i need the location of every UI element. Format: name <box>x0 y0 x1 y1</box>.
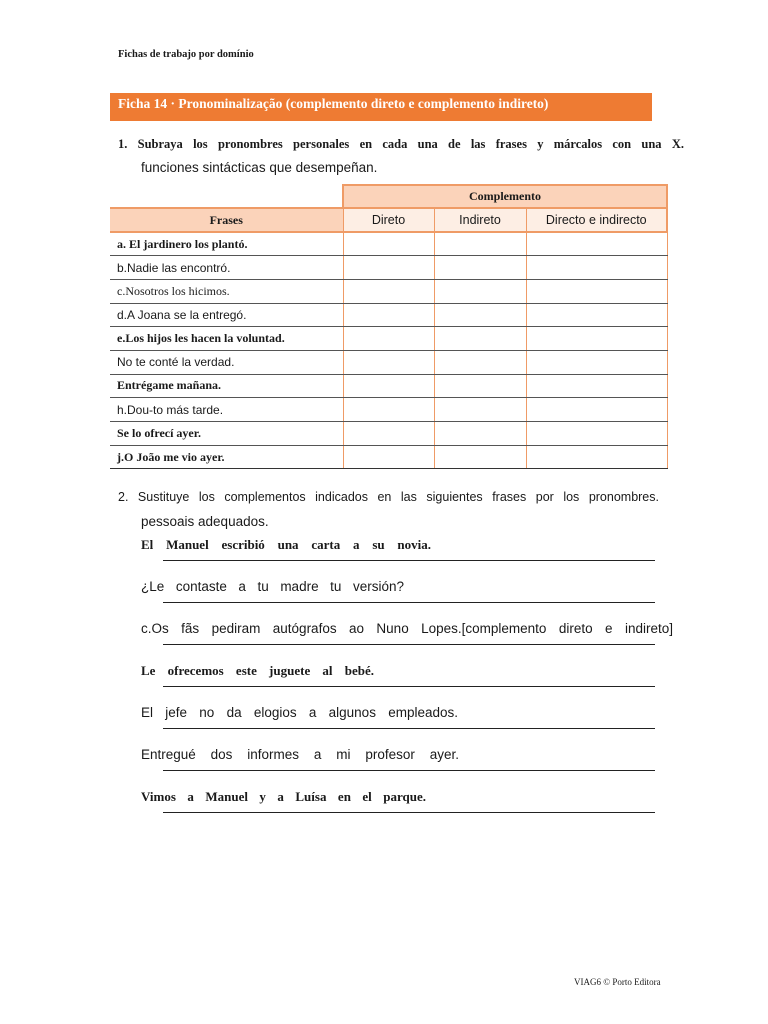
sentence-a: a. El jardinero los plantó. <box>110 232 343 256</box>
indireto-header: Indireto <box>434 208 526 232</box>
exercise-item <box>141 621 673 636</box>
cell-indireto[interactable] <box>434 350 526 374</box>
question-2-instruction-continued: pessoais adequados. <box>141 514 269 529</box>
cell-both[interactable] <box>526 374 667 398</box>
sentence-f: No te conté la verdad. <box>110 350 343 374</box>
cell-indireto[interactable] <box>434 279 526 303</box>
exercise-item <box>141 663 673 679</box>
cell-direto[interactable] <box>343 327 434 351</box>
cell-indireto[interactable] <box>434 232 526 256</box>
table-row <box>110 256 667 280</box>
exercise-item <box>141 705 673 720</box>
table-row <box>110 303 667 327</box>
cell-indireto[interactable] <box>434 327 526 351</box>
cell-direto[interactable] <box>343 256 434 280</box>
table-row <box>110 279 667 303</box>
sentence-c: c.Nosotros los hicimos. <box>110 279 343 303</box>
pronoun-table <box>110 184 668 469</box>
cell-indireto[interactable] <box>434 398 526 422</box>
cell-indireto[interactable] <box>434 445 526 469</box>
answer-line[interactable] <box>163 728 655 729</box>
question-2-instruction: 2. Sustituye los complementos indicados en las siguientes frases por los pronombres. <box>118 490 659 504</box>
cell-both[interactable] <box>526 445 667 469</box>
sentence-d: d.A Joana se la entregó. <box>110 303 343 327</box>
exercise-sentence: ¿Le contaste a tu madre tu versión? <box>141 579 404 594</box>
exercise-sentence: Entregué dos informes a mi profesor ayer. <box>141 747 459 762</box>
sentence-j: j.O João me vio ayer. <box>110 445 343 469</box>
question-1-instruction: 1. Subraya los pronombres personales en cada una de las frases y márcalos con una X. <box>118 137 684 151</box>
exercise-sentence: El Manuel escribió una carta a su novia. <box>141 537 431 552</box>
table-row <box>110 422 667 446</box>
cell-direto[interactable] <box>343 422 434 446</box>
question-1-instruction-continued: funciones sintácticas que desempeñan. <box>141 160 378 175</box>
cell-both[interactable] <box>526 256 667 280</box>
table-corner <box>110 185 343 208</box>
cell-direto[interactable] <box>343 445 434 469</box>
sentence-h: h.Dou-to más tarde. <box>110 398 343 422</box>
table-row <box>110 232 667 256</box>
cell-both[interactable] <box>526 279 667 303</box>
cell-indireto[interactable] <box>434 256 526 280</box>
exercise-item <box>141 789 673 805</box>
page-footer: VIAG6 © Porto Editora <box>574 977 661 987</box>
ficha-title-bar: Ficha 14 · Pronominalização (complemento direto e complemento indireto) <box>110 93 652 121</box>
cell-direto[interactable] <box>343 232 434 256</box>
page-header: Fichas de trabajo por domínio <box>118 49 254 60</box>
cell-direto[interactable] <box>343 350 434 374</box>
cell-indireto[interactable] <box>434 303 526 327</box>
table-row <box>110 445 667 469</box>
answer-line[interactable] <box>163 812 655 813</box>
cell-both[interactable] <box>526 350 667 374</box>
direto-header: Direto <box>343 208 434 232</box>
answer-line[interactable] <box>163 686 655 687</box>
complemento-header: Complemento <box>343 185 667 208</box>
cell-both[interactable] <box>526 422 667 446</box>
answer-line[interactable] <box>163 560 655 561</box>
exercise-sentence: Le ofrecemos este juguete al bebé. <box>141 663 374 678</box>
table-row <box>110 374 667 398</box>
exercise-sentence: c.Os fãs pediram autógrafos ao Nuno Lopes.[complemento direto e indireto] <box>141 621 673 636</box>
cell-indireto[interactable] <box>434 422 526 446</box>
cell-direto[interactable] <box>343 303 434 327</box>
exercise-sentence: Vimos a Manuel y a Luísa en el parque. <box>141 789 426 804</box>
sentence-i: Se lo ofrecí ayer. <box>110 422 343 446</box>
sentence-e: e.Los hijos les hacen la voluntad. <box>110 327 343 351</box>
exercise-sentence: El jefe no da elogios a algunos empleados. <box>141 705 458 720</box>
table-row <box>110 327 667 351</box>
cell-direto[interactable] <box>343 398 434 422</box>
cell-both[interactable] <box>526 232 667 256</box>
cell-direto[interactable] <box>343 279 434 303</box>
exercise-item <box>141 537 673 553</box>
cell-both[interactable] <box>526 398 667 422</box>
sentence-g: Entrégame mañana. <box>110 374 343 398</box>
table-row <box>110 350 667 374</box>
directo-e-indirecto-header: Directo e indirecto <box>526 208 667 232</box>
sentence-b: b.Nadie las encontró. <box>110 256 343 280</box>
answer-line[interactable] <box>163 644 655 645</box>
table-group-header-row <box>110 185 667 208</box>
cell-indireto[interactable] <box>434 374 526 398</box>
table-column-header-row <box>110 208 667 232</box>
answer-line[interactable] <box>163 770 655 771</box>
cell-both[interactable] <box>526 327 667 351</box>
frases-header: Frases <box>110 208 343 232</box>
exercise-item <box>141 579 673 594</box>
table-row <box>110 398 667 422</box>
cell-direto[interactable] <box>343 374 434 398</box>
answer-line[interactable] <box>163 602 655 603</box>
exercise-item <box>141 747 673 762</box>
cell-both[interactable] <box>526 303 667 327</box>
